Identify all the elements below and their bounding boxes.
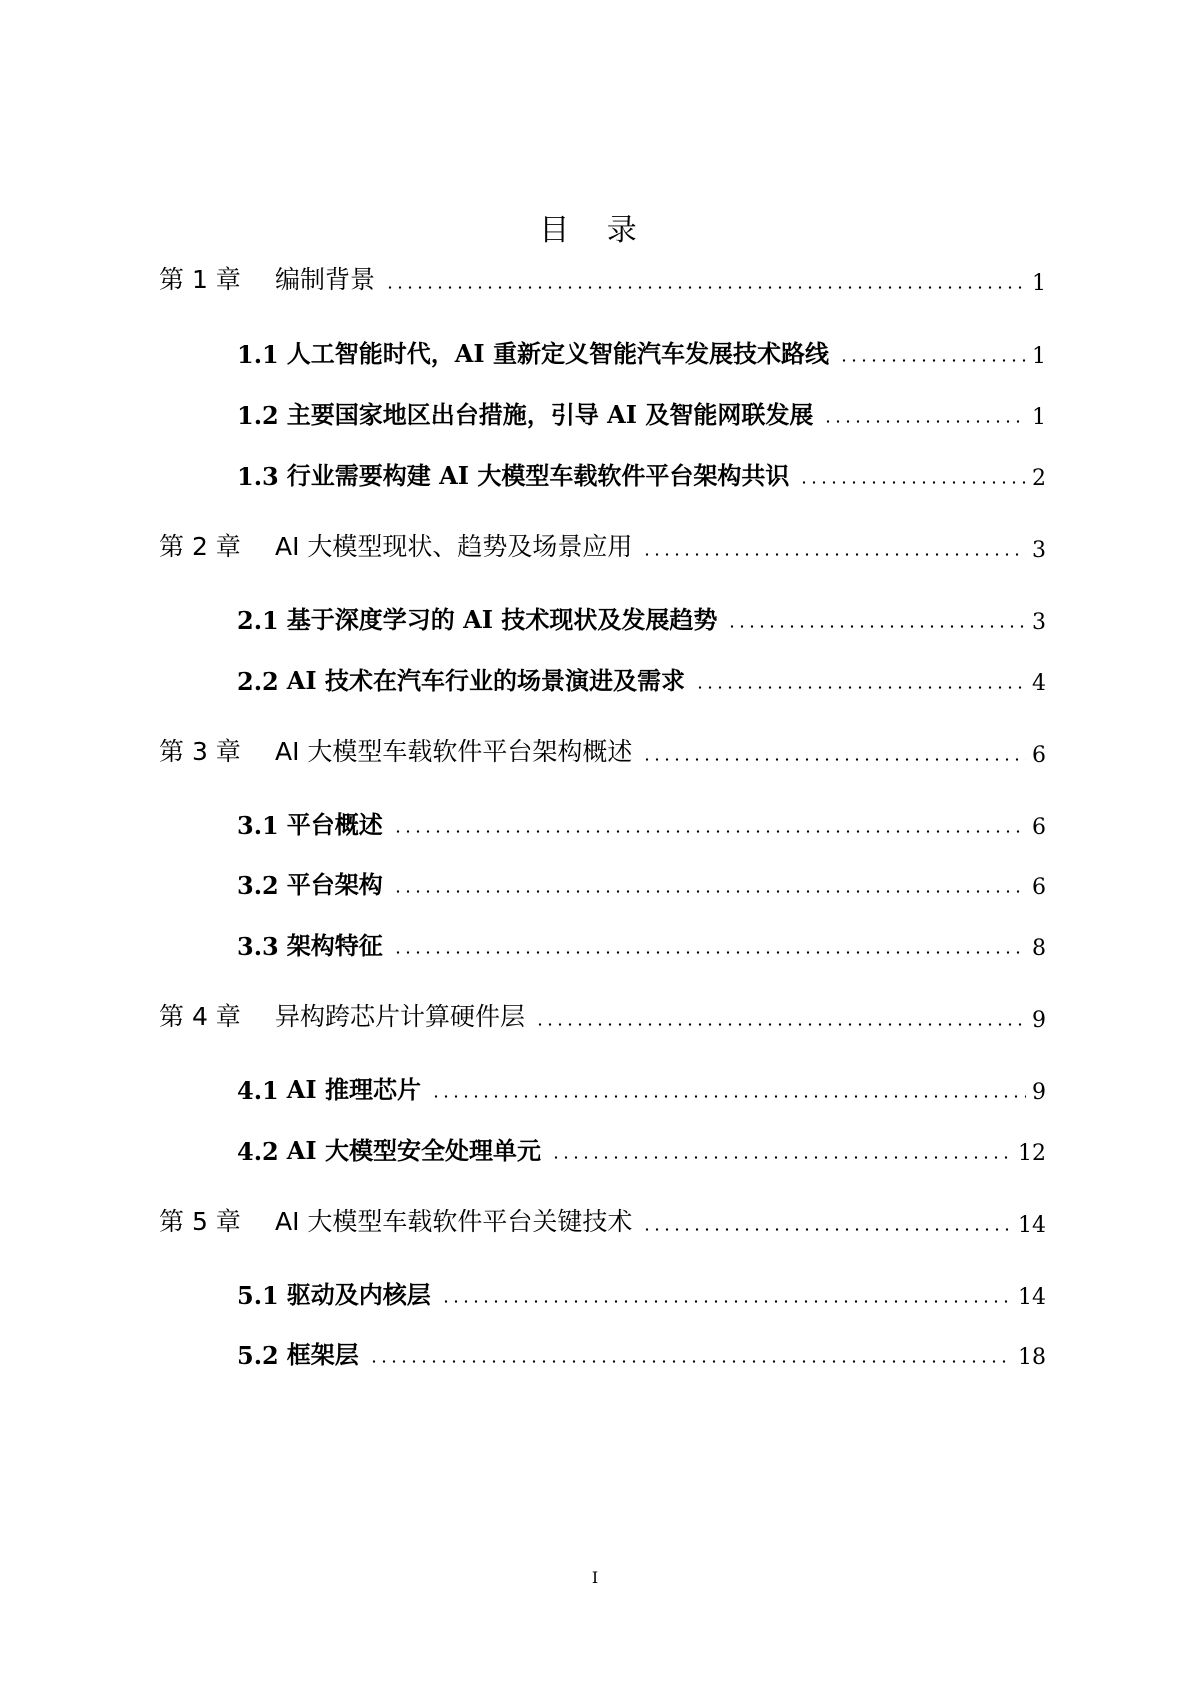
toc-label: AI 技术在汽车行业的场景演进及需求: [286, 666, 685, 695]
toc-number: 第 3 章: [159, 737, 241, 766]
toc-page-number: 1: [1032, 271, 1046, 296]
toc-number: 第 5 章: [159, 1207, 241, 1236]
toc-page-number: 4: [1032, 671, 1046, 696]
toc-section-2-1[interactable]: [237, 601, 1046, 635]
dot-leader: [551, 1156, 1012, 1159]
toc-page-number: 9: [1032, 1008, 1046, 1033]
toc-section-1-3[interactable]: [237, 457, 1046, 491]
toc-page-number: 1: [1032, 344, 1046, 369]
toc-page-number: 6: [1032, 815, 1046, 840]
toc-section-5-2[interactable]: [237, 1336, 1046, 1370]
toc-label: 行业需要构建 AI 大模型车载软件平台架构共识: [286, 461, 790, 490]
toc-number: 第 1 章: [159, 265, 241, 294]
toc-label: 驱动及内核层: [286, 1280, 431, 1309]
toc-label: AI 大模型安全处理单元: [286, 1136, 541, 1165]
toc-section-3-3[interactable]: [237, 927, 1046, 961]
toc-label: 架构特征: [286, 931, 383, 960]
dot-leader: [441, 1300, 1012, 1303]
toc-number: 1.1: [237, 340, 279, 369]
toc-page-number: 8: [1032, 936, 1046, 961]
toc-page-number: 3: [1032, 538, 1046, 563]
toc-section-4-2[interactable]: [237, 1132, 1046, 1166]
dot-leader: [431, 1095, 1026, 1098]
toc-page-number: 1: [1032, 405, 1046, 430]
toc-label: 异构跨芯片计算硬件层: [275, 1002, 526, 1031]
toc-chapter-1[interactable]: [159, 262, 1046, 296]
toc-number: 第 4 章: [159, 1002, 241, 1031]
toc-page-number: 12: [1018, 1141, 1046, 1166]
dot-leader: [393, 830, 1026, 833]
toc-label: 主要国家地区出台措施，引导 AI 及智能网联发展: [286, 400, 814, 429]
toc-page-number: 2: [1032, 466, 1046, 491]
toc-label: 编制背景: [275, 265, 376, 294]
toc-number: 4.1: [237, 1076, 279, 1105]
toc-label: 基于深度学习的 AI 技术现状及发展趋势: [286, 605, 718, 634]
dot-leader: [385, 286, 1026, 289]
dot-leader: [642, 758, 1026, 761]
toc-number: 2.2: [237, 667, 279, 696]
toc-label: AI 推理芯片: [286, 1075, 421, 1104]
toc-chapter-2[interactable]: [159, 529, 1046, 563]
toc-label: 框架层: [286, 1340, 359, 1369]
toc-page-number: 6: [1032, 875, 1046, 900]
toc-section-5-1[interactable]: [237, 1276, 1046, 1310]
dot-leader: [642, 553, 1026, 556]
toc-page-number: 18: [1018, 1345, 1046, 1370]
toc-number: 1.3: [237, 462, 279, 491]
toc-section-1-1[interactable]: [237, 335, 1046, 369]
dot-leader: [535, 1023, 1026, 1026]
toc-page-number: 14: [1018, 1213, 1046, 1238]
dot-leader: [799, 481, 1026, 484]
toc-section-4-1[interactable]: [237, 1071, 1046, 1105]
toc-page-number: 3: [1032, 610, 1046, 635]
toc-number: 3.3: [237, 932, 279, 961]
dot-leader: [369, 1360, 1012, 1363]
toc-page-number: 6: [1032, 743, 1046, 768]
toc-number: 4.2: [237, 1137, 279, 1166]
toc-number: 第 2 章: [159, 532, 241, 561]
toc-chapter-5[interactable]: [159, 1204, 1046, 1238]
toc-label: 平台架构: [286, 870, 383, 899]
toc-number: 3.2: [237, 871, 279, 900]
toc-number: 3.1: [237, 811, 279, 840]
toc-page-number: 9: [1032, 1080, 1046, 1105]
toc-page-number: 14: [1018, 1285, 1046, 1310]
dot-leader: [823, 420, 1026, 423]
dot-leader: [727, 625, 1026, 628]
toc-number: 1.2: [237, 401, 279, 430]
toc-number: 5.1: [237, 1281, 279, 1310]
toc-section-3-1[interactable]: [237, 806, 1046, 840]
page-footer-number: I: [591, 1568, 599, 1587]
dot-leader: [839, 359, 1026, 362]
dot-leader: [393, 890, 1026, 893]
toc-section-2-2[interactable]: [237, 662, 1046, 696]
toc-label: 平台概述: [286, 810, 383, 839]
toc-chapter-3[interactable]: [159, 734, 1046, 768]
toc-section-1-2[interactable]: [237, 396, 1046, 430]
toc-section-3-2[interactable]: [237, 866, 1046, 900]
dot-leader: [642, 1228, 1012, 1231]
toc-chapter-4[interactable]: [159, 999, 1046, 1033]
toc-label: AI 大模型车载软件平台架构概述: [275, 737, 633, 766]
toc-label: AI 大模型现状、趋势及场景应用: [275, 532, 633, 561]
toc-label: 人工智能时代，AI 重新定义智能汽车发展技术路线: [286, 339, 829, 368]
toc-number: 2.1: [237, 606, 279, 635]
toc-label: AI 大模型车载软件平台关键技术: [275, 1207, 633, 1236]
toc-number: 5.2: [237, 1341, 279, 1370]
dot-leader: [393, 951, 1026, 954]
page-title: 目 录: [539, 213, 651, 248]
dot-leader: [695, 686, 1026, 689]
